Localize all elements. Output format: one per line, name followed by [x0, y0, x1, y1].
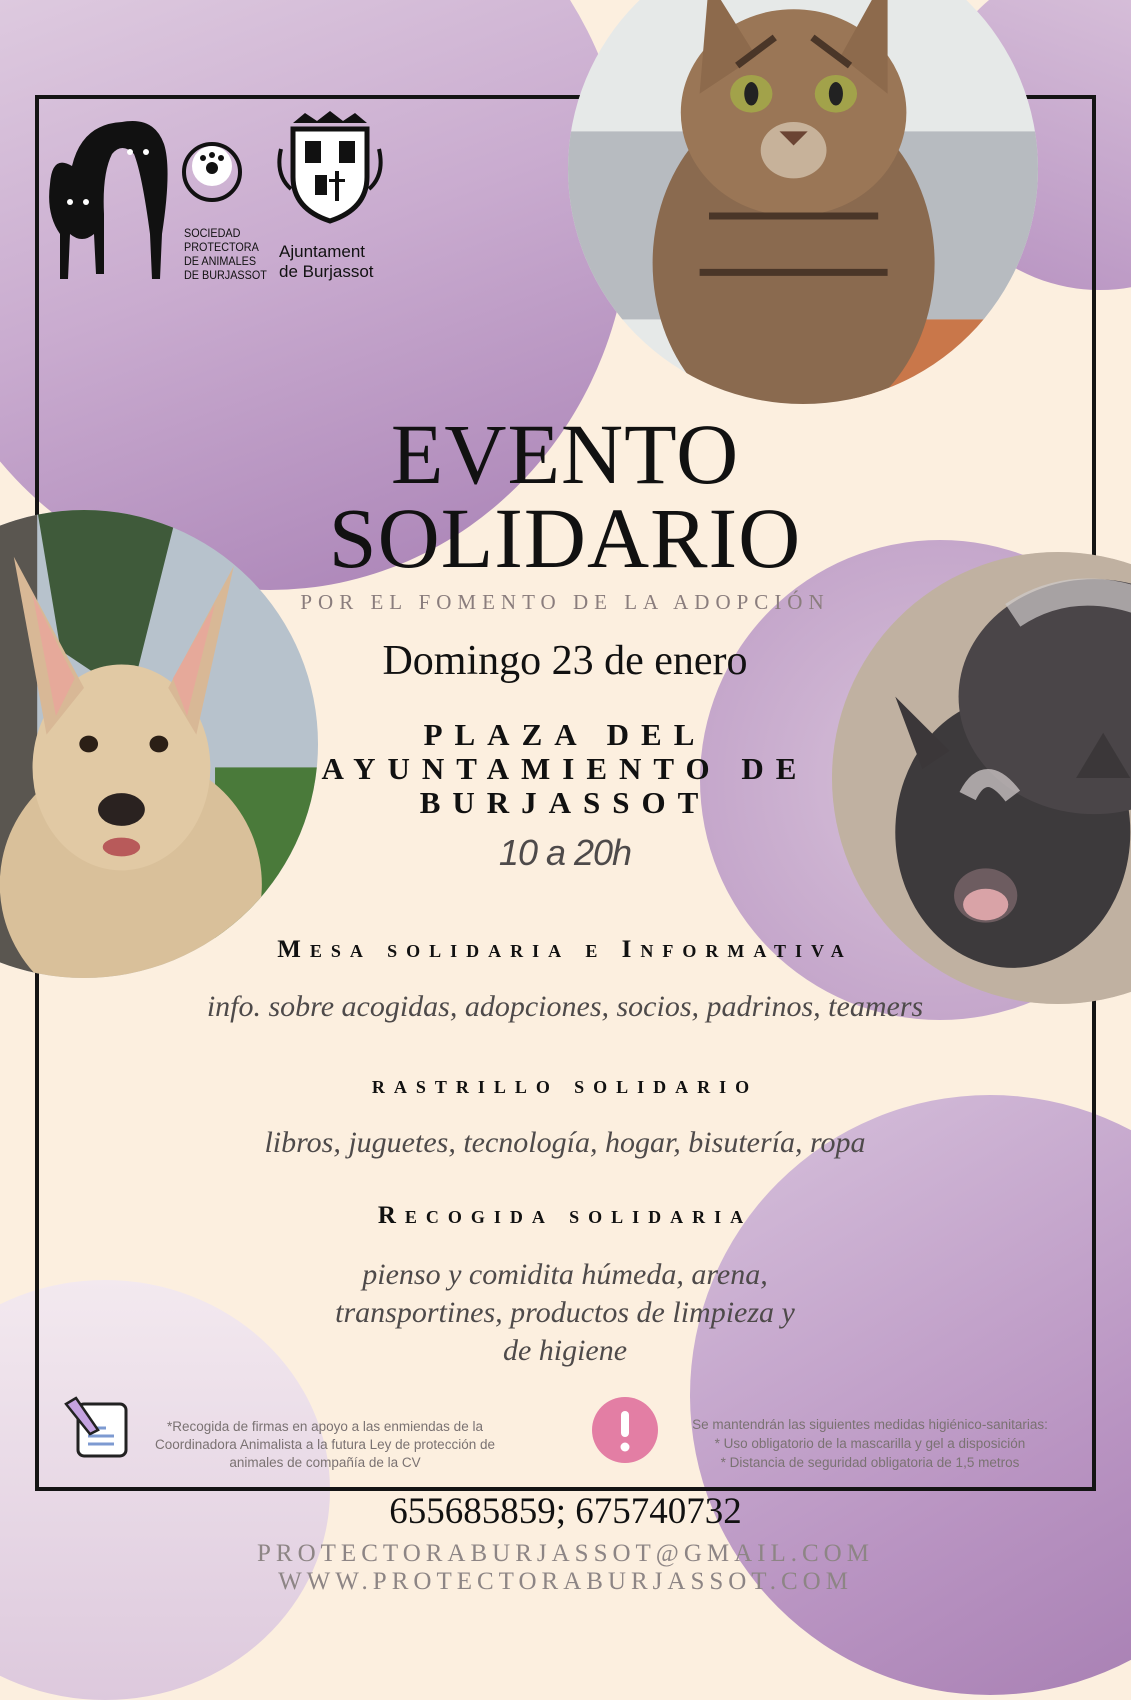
health-measure-1: * Uso obligatorio de la mascarilla y gel a disposición — [714, 1436, 1026, 1451]
health-measures-title: Se mantendrán las siguientes medidas higiénico-sanitarias: — [692, 1417, 1048, 1432]
section-heading-rastrillo: rastrillo solidario — [371, 1072, 759, 1099]
section-text-mesa: info. sobre acogidas, adopciones, socios, padrinos, teamers — [206, 990, 924, 1023]
title-block — [170, 406, 960, 586]
ayuntamiento-name: Ajuntament de Burjassot — [279, 242, 374, 281]
exclamation-icon — [592, 1397, 658, 1463]
health-measures — [670, 1415, 1070, 1472]
contact-email[interactable]: PROTECTORABURJASSOT@GMAIL.COM — [257, 1540, 874, 1567]
title-line-1: EVENTO — [390, 406, 740, 502]
event-hours: 10 a 20h — [498, 832, 632, 873]
section-heading-mesa: Mesa solidaria e Informativa — [277, 936, 853, 963]
section-text-rastrillo: libros, juguetes, tecnología, hogar, bisutería, ropa — [264, 1126, 866, 1159]
section-text-recogida: pienso y comidita húmeda, arena, transportines, productos de limpieza y de higiene — [335, 1258, 795, 1367]
protectora-name: SOCIEDAD PROTECTORA DE ANIMALES DE BURJASSOT — [184, 226, 267, 282]
event-date: Domingo 23 de enero — [382, 638, 748, 684]
contact-phones: 655685859; 675740732 — [389, 1491, 742, 1532]
section-heading-recogida: Recogida solidaria — [377, 1202, 753, 1229]
title-line-2: SOLIDARIO — [328, 490, 802, 586]
signatures-note: *Recogida de firmas en apoyo a las enmiendas de la Coordinadora Animalista a la futura Ley de protección de animales de compañía de la CV — [155, 1419, 495, 1470]
health-measure-2: * Distancia de seguridad obligatoria de 1,5 metros — [720, 1455, 1020, 1470]
paw-badge-icon — [184, 144, 240, 200]
event-place: PLAZA DEL AYUNTAMIENTO DE BURJASSOT — [321, 717, 809, 820]
document-pen-icon — [64, 1396, 134, 1462]
subtitle: POR EL FOMENTO DE LA ADOPCIÓN — [300, 590, 830, 614]
coat-of-arms-icon — [275, 105, 385, 227]
contact-website[interactable]: WWW.PROTECTORABURJASSOT.COM — [278, 1568, 853, 1595]
